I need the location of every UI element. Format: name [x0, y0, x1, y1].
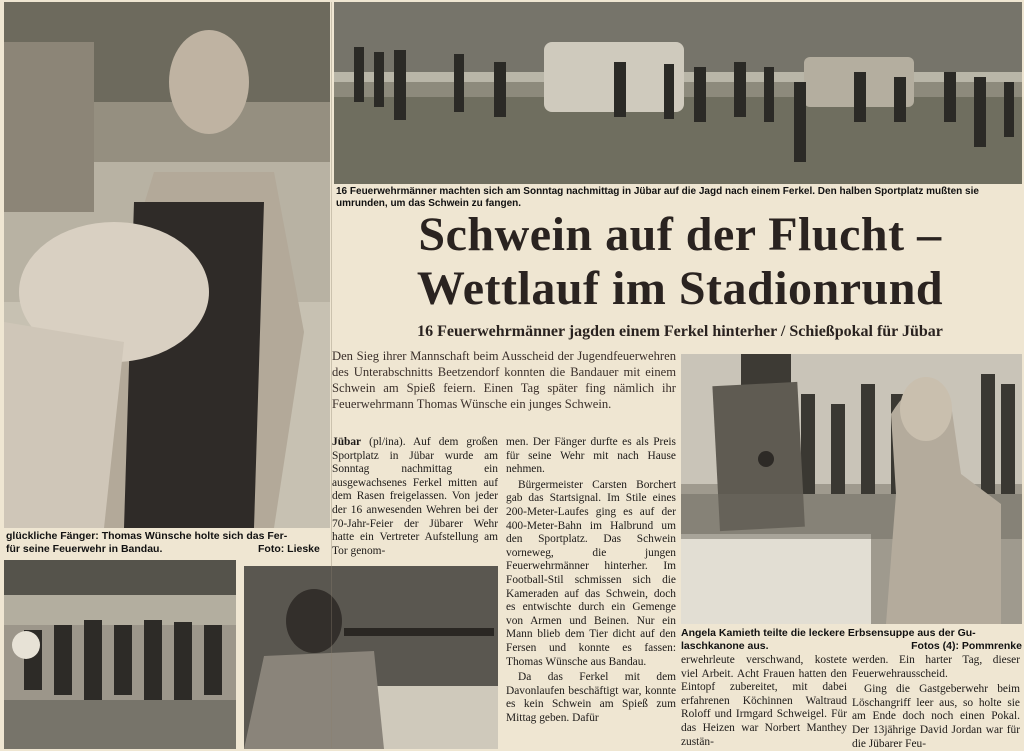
column-2-paragraph-2: Bürgermeister Carsten Borchert gab das Startsignal. Im Stile eines 200-Meter-Laufes ging es auf der 400-Meter-Bahn im Halbrund um den Sportplatz. Das Schwein vorneweg, die jungen Feuerwehrmänner hinterher. Im Football-Stil schmissen sich die Kameraden auf das Schwein, doch es entwischte durch ein Gemenge von Armen und Beinen. Nur ein Mann blieb dem Tier dicht auf den Fersen und konnte es fassen: Thomas Wünsche aus Bandau. — [506, 478, 676, 668]
photo-band-image — [4, 560, 236, 749]
photo-piglet-chase-image — [334, 2, 1022, 184]
column-3-paragraph-1: erwehrleute verschwand, kostete viel Arbeit. Acht Frauen hatten den Eintopf zubereitet, mit dabei erfahrenen Köchinnen Waltraud Roloff und Irmgard Schweigel. Für das Heizen war Norbert Manthey zustän- — [681, 654, 847, 748]
headline-line1: Schwein auf der Flucht – — [418, 208, 942, 261]
article-column-4 — [852, 654, 1020, 750]
caption-left-photo-credit: Foto: Lieske — [258, 543, 320, 555]
column-4-paragraph-1: werden. Ein harter Tag, dieser Feuerwehrausscheid. — [852, 654, 1020, 680]
headline-line2: Wettlauf im Stadionrund — [416, 262, 944, 315]
article-column-1 — [332, 436, 498, 562]
caption-left-photo-line1: glückliche Fänger: Thomas Wünsche holte sich das Fer- — [6, 530, 288, 542]
dateline: Jübar — [332, 436, 362, 448]
caption-right-photo-line1: Angela Kamieth teilte die leckere Erbsensuppe aus der Gu- — [681, 627, 976, 639]
photo-soup-serving-image — [681, 354, 1022, 624]
column-divider — [331, 2, 332, 748]
subheadline: 16 Feuerwehrmänner jagden einem Ferkel hinterher / Schießpokal für Jübar — [417, 323, 943, 340]
column-1-text: (pl/ina). Auf dem großen Sportplatz in Jübar wurde am Sonntag nachmittag ein ausgewachsenes Ferkel mitten auf dem Rasen freigelassen. Von jeder der 16 anwesenden Wehren bei der 70-Jahr-Feier der Jübarer Wehr hatte ein Vertreter Aufstellung am Tor genom- — [332, 436, 498, 557]
photo-soup-serving — [681, 354, 1022, 624]
photo-piglet-chase — [334, 2, 1022, 184]
photo-band — [4, 560, 236, 749]
caption-right-photo-line2: laschkanone aus. — [681, 640, 769, 652]
caption-left-photo-line2: für seine Feuerwehr in Bandau. — [6, 543, 163, 555]
article-column-2 — [506, 436, 676, 750]
column-2-paragraph-1: men. Der Fänger durfte es als Preis für seine Wehr mit nach Hause nehmen. — [506, 436, 676, 476]
caption-top-photo: 16 Feuerwehrmänner machten sich am Sonntag nachmittag in Jübar auf die Jagd nach einem Ferkel. Den halben Sportplatz mußten sie umrunden, um das Schwein zu fangen. — [336, 186, 979, 209]
caption-right-photo-credit: Fotos (4): Pommrenke — [911, 640, 1022, 652]
column-2-paragraph-3: Da das Ferkel mit dem Davonlaufen beschäftigt war, konnte es kein Schwein am Spieß zum Mittag geben. Dafür — [506, 671, 676, 724]
article-column-3 — [681, 654, 847, 750]
photo-shooter-image — [244, 566, 498, 749]
photo-shooter — [244, 566, 498, 749]
column-4-paragraph-2: Ging die Gastgeberwehr beim Löschangriff leer aus, so holte sie am Ende doch noch einen Pokal. Der 13jährige David Jordan war für die Jübarer Feu- — [852, 683, 1020, 750]
photo-man-with-piglet — [4, 2, 330, 528]
lead-paragraph: Den Sieg ihrer Mannschaft beim Ausscheid der Jugendfeuerwehren des Unterabschnitts Beetzendorf konnten die Bandauer mit einem Schwein am Spieß feiern. Einen Tag später fing nämlich ihr Feuerwehrmann Thomas Wünsche ein junges Schwein. — [332, 349, 676, 411]
photo-man-with-piglet-image — [4, 2, 330, 528]
